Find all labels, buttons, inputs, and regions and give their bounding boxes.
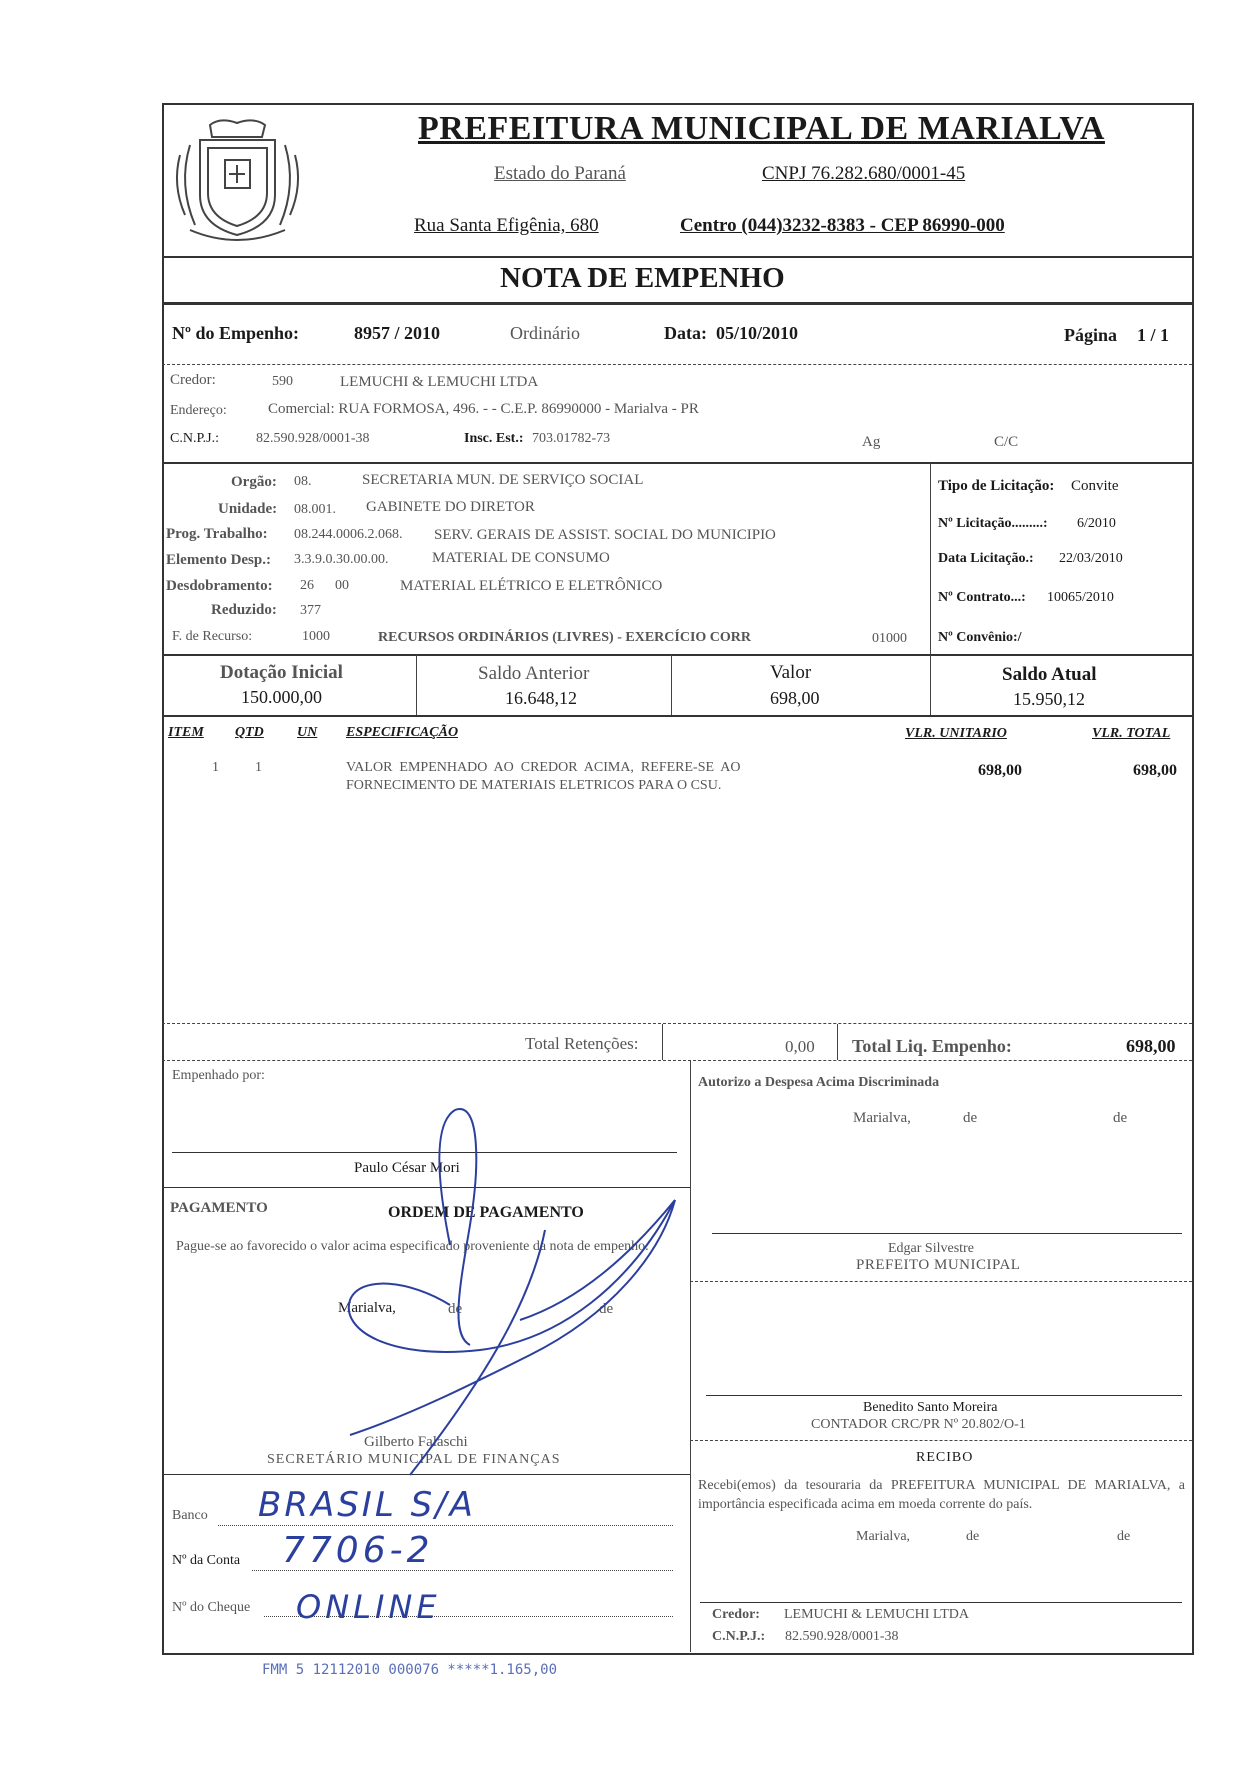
num-licitacao-label: Nº Licitação.........: xyxy=(938,516,1048,531)
endereco-label: Endereço: xyxy=(170,403,227,418)
state-label: Estado do Paraná xyxy=(494,163,626,184)
saldo-anterior-label: Saldo Anterior xyxy=(478,663,590,684)
credor-name: LEMUCHI & LEMUCHI LTDA xyxy=(340,374,539,390)
retencoes-value: 0,00 xyxy=(785,1037,815,1056)
page-value: 1 / 1 xyxy=(1137,325,1170,345)
cc-label: C/C xyxy=(994,434,1019,450)
cheque-value: ONLINE xyxy=(296,1588,441,1626)
date-value: 05/10/2010 xyxy=(716,323,799,343)
desdob-label: Desdobramento: xyxy=(166,578,273,594)
recurso-code: 1000 xyxy=(302,629,330,644)
ag-label: Ag xyxy=(862,434,881,450)
col-item: ITEM xyxy=(168,725,204,740)
liq-value: 698,00 xyxy=(1126,1036,1176,1056)
banco-label: Banco xyxy=(172,1508,208,1523)
cnpj-label: CNPJ 76.282.680/0001-45 xyxy=(762,163,966,184)
orgao-value: SECRETARIA MUN. DE SERVIÇO SOCIAL xyxy=(362,472,644,488)
contador-name: Benedito Santo Moreira xyxy=(863,1400,998,1415)
aut-local: Marialva, xyxy=(853,1110,911,1126)
prog-code: 08.244.0006.2.068. xyxy=(294,527,403,542)
recibo-de2: de xyxy=(1117,1529,1131,1544)
date-label: Data: xyxy=(664,323,707,343)
col-espec: ESPECIFICAÇÃO xyxy=(346,725,459,740)
credor-label: Credor: xyxy=(170,372,216,388)
pag-de1: de xyxy=(448,1301,463,1317)
pag-local: Marialva, xyxy=(338,1300,396,1316)
contrato-label: Nº Contrato...: xyxy=(938,590,1026,605)
footer-stamp: FMM 5 12112010 000076 *****1.165,00 xyxy=(262,1662,558,1678)
col-unitario: VLR. UNITARIO xyxy=(905,726,1007,741)
prog-value: SERV. GERAIS DE ASSIST. SOCIAL DO MUNICIPIO xyxy=(434,527,776,543)
num-licitacao-value: 6/2010 xyxy=(1077,516,1116,531)
liq-label: Total Liq. Empenho: xyxy=(852,1036,1012,1056)
convenio-label: Nº Convênio:/ xyxy=(938,630,1022,645)
endereco-value: Comercial: RUA FORMOSA, 496. - - C.E.P. 86990000 - Marialva - PR xyxy=(268,401,699,417)
recibo-cnpj-value: 82.590.928/0001-38 xyxy=(785,1629,899,1644)
unidade-label: Unidade: xyxy=(218,501,278,517)
page-label: Página xyxy=(1064,325,1118,345)
contador-title: CONTADOR CRC/PR Nº 20.802/O-1 xyxy=(811,1417,1026,1432)
item-qtd: 1 xyxy=(255,760,262,775)
elemento-label: Elemento Desp.: xyxy=(166,552,271,568)
reduzido-label: Reduzido: xyxy=(211,602,277,618)
empenho-number: 8957 / 2010 xyxy=(354,323,441,343)
sec-name: Gilberto Falaschi xyxy=(364,1434,468,1450)
sec-title: SECRETÁRIO MUNICIPAL DE FINANÇAS xyxy=(267,1452,561,1467)
orgao-code: 08. xyxy=(294,474,312,489)
aut-de2: de xyxy=(1113,1110,1128,1126)
cnpj-credor-label: C.N.P.J.: xyxy=(170,431,220,446)
col-qtd: QTD xyxy=(235,725,264,740)
document-title: NOTA DE EMPENHO xyxy=(500,262,785,294)
address-label: Rua Santa Efigênia, 680 xyxy=(414,215,599,236)
cnpj-credor-value: 82.590.928/0001-38 xyxy=(256,431,370,446)
recurso-label: F. de Recurso: xyxy=(172,629,253,644)
col-un: UN xyxy=(297,725,318,740)
recibo-local: Marialva, xyxy=(856,1529,911,1544)
item-unit-value: 698,00 xyxy=(978,762,1022,779)
pague-text: Pague-se ao favorecido o valor acima especificado proveniente da nota de empenho. xyxy=(176,1239,649,1254)
coat-of-arms xyxy=(170,115,305,245)
recibo-credor-value: LEMUCHI & LEMUCHI LTDA xyxy=(784,1607,969,1622)
data-licitacao-value: 22/03/2010 xyxy=(1059,551,1123,566)
item-desc-line1: VALOR EMPENHADO AO CREDOR ACIMA, REFERE-SE AO xyxy=(346,760,741,775)
ordem-label: ORDEM DE PAGAMENTO xyxy=(388,1204,584,1221)
saldo-atual-value: 15.950,12 xyxy=(1013,689,1085,709)
retencoes-label: Total Retenções: xyxy=(525,1034,639,1053)
col-total: VLR. TOTAL xyxy=(1092,726,1171,741)
banco-value: BRASIL S/A xyxy=(258,1485,476,1525)
autorizo-label: Autorizo a Despesa Acima Discriminada xyxy=(698,1075,940,1090)
prefeito-title: PREFEITO MUNICIPAL xyxy=(856,1257,1021,1273)
conta-label: Nº da Conta xyxy=(172,1553,241,1568)
recibo-credor-label: Credor: xyxy=(712,1607,760,1622)
tipo-licitacao-label: Tipo de Licitação: xyxy=(938,478,1055,494)
aut-de1: de xyxy=(963,1110,978,1126)
credor-code: 590 xyxy=(272,374,293,389)
pagamento-label: PAGAMENTO xyxy=(170,1200,268,1216)
saldo-anterior-value: 16.648,12 xyxy=(505,688,577,708)
data-licitacao-label: Data Licitação.: xyxy=(938,551,1034,566)
prefeito-name: Edgar Silvestre xyxy=(888,1241,974,1256)
cheque-label: Nº do Cheque xyxy=(172,1600,251,1615)
recurso-num: 01000 xyxy=(872,631,907,646)
signature-scribble xyxy=(330,1105,690,1485)
elemento-code: 3.3.9.0.30.00.00. xyxy=(294,552,389,567)
contact-label: Centro (044)3232-8383 - CEP 86990-000 xyxy=(680,215,1005,236)
recibo-cnpj-label: C.N.P.J.: xyxy=(712,1629,766,1644)
pag-de2: de xyxy=(599,1301,614,1317)
saldo-atual-label: Saldo Atual xyxy=(1002,664,1097,685)
contrato-value: 10065/2010 xyxy=(1047,590,1114,605)
tipo-licitacao-value: Convite xyxy=(1071,478,1119,494)
desdob-code: 26 00 xyxy=(300,578,349,593)
orgao-label: Orgão: xyxy=(231,474,277,490)
recibo-text: Recebi(emos) da tesouraria da PREFEITURA MUNICIPAL DE MARIALVA, a importância especificada acima em moeda corrente do país. xyxy=(698,1478,1185,1512)
valor-label: Valor xyxy=(770,662,812,683)
elemento-value: MATERIAL DE CONSUMO xyxy=(432,550,610,566)
valor-value: 698,00 xyxy=(770,688,820,708)
reduzido-value: 377 xyxy=(300,603,321,618)
unidade-value: GABINETE DO DIRETOR xyxy=(366,499,535,515)
saldo-dotacao-value: 150.000,00 xyxy=(241,687,322,707)
recibo-label: RECIBO xyxy=(916,1450,974,1465)
recibo-de1: de xyxy=(966,1529,980,1544)
empenhado-name: Paulo César Mori xyxy=(354,1160,460,1176)
prog-label: Prog. Trabalho: xyxy=(166,526,268,542)
item-total-value: 698,00 xyxy=(1133,762,1177,779)
page-title: PREFEITURA MUNICIPAL DE MARIALVA xyxy=(418,110,1105,147)
unidade-code: 08.001. xyxy=(294,502,336,517)
recurso-value: RECURSOS ORDINÁRIOS (LIVRES) - EXERCÍCIO CORR xyxy=(378,630,751,645)
conta-value: 7706-2 xyxy=(282,1530,434,1571)
insc-label: Insc. Est.: xyxy=(464,431,524,446)
saldo-dotacao-label: Dotação Inicial xyxy=(220,662,343,683)
item-number: 1 xyxy=(212,760,219,775)
empenhado-label: Empenhado por: xyxy=(172,1068,265,1083)
empenho-label: Nº do Empenho: xyxy=(172,323,299,343)
desdob-value: MATERIAL ELÉTRICO E ELETRÔNICO xyxy=(400,578,663,594)
insc-value: 703.01782-73 xyxy=(532,431,611,446)
item-desc-line2: FORNECIMENTO DE MATERIAIS ELETRICOS PARA O CSU. xyxy=(346,778,722,793)
empenho-type: Ordinário xyxy=(510,323,580,343)
